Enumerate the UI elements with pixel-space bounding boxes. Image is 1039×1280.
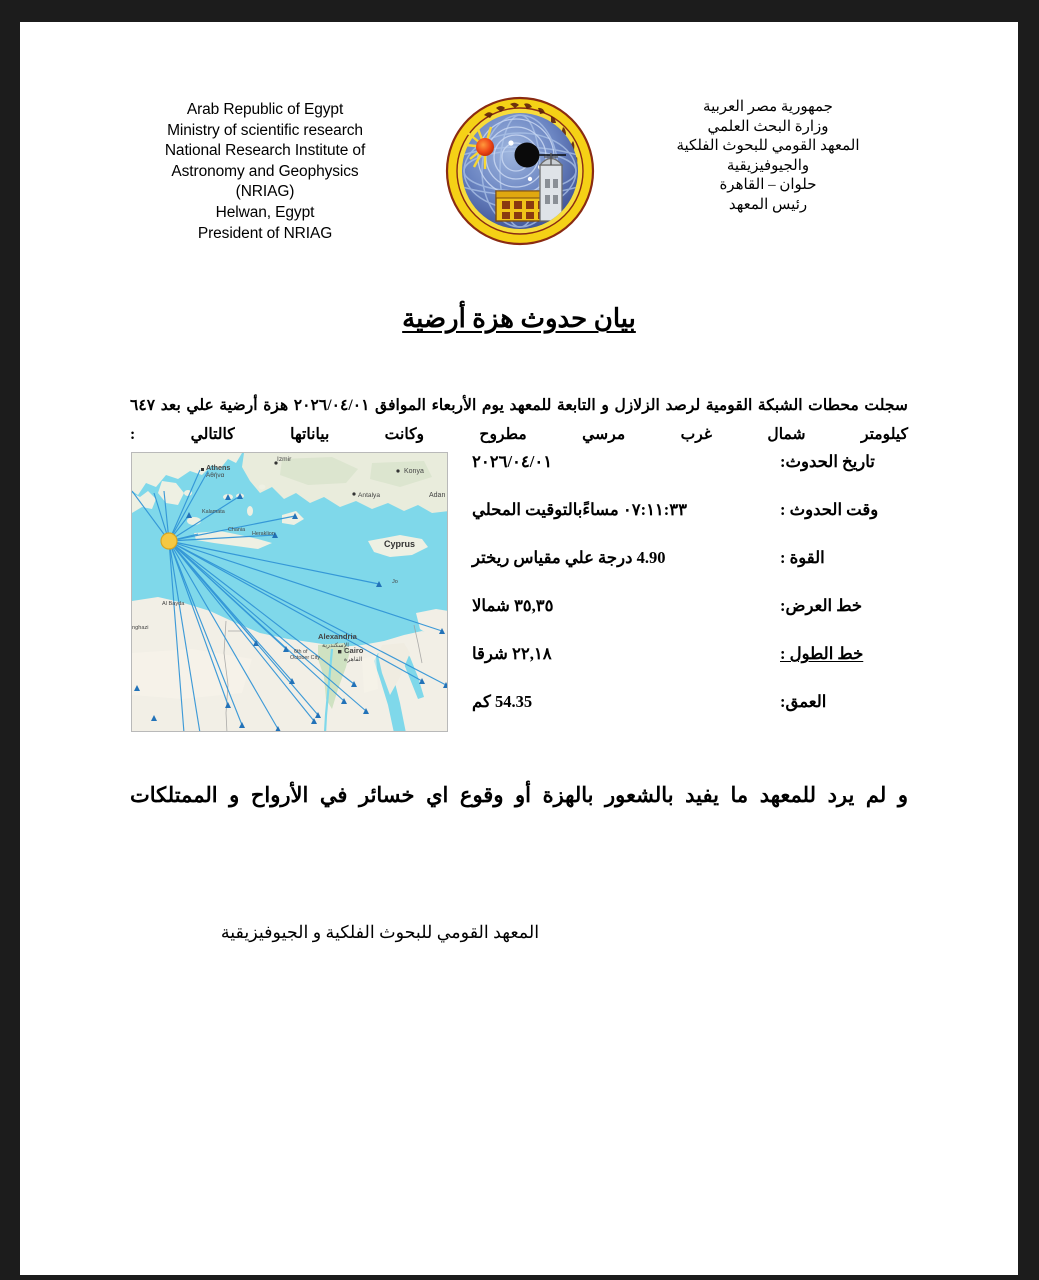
header-english-line: President of NRIAG xyxy=(197,224,333,242)
page-title xyxy=(20,304,1018,334)
svg-text:Konya: Konya xyxy=(404,468,424,475)
earthquake-details-table xyxy=(450,452,908,740)
header-english-line: Helwan, Egypt xyxy=(215,203,315,221)
depth-value: 54.35 كم xyxy=(472,692,533,711)
page-title-text: بيان حدوث هزة أرضية xyxy=(402,304,636,333)
intro-paragraph: سجلت محطات الشبكة القومية لرصد الزلازل و التابعة للمعهد يوم الأربعاء الموافق ٢٠٢٦/٠٤/٠١ هزة أرضية علي بعد ٦٤٧ كيلومتر شمال غرب مرسي مطروح وكانت بياناتها كالتالي : xyxy=(130,397,908,443)
header-arabic-line: المعهد القومي للبحوث الفلكية xyxy=(676,138,860,155)
header-arabic-line: وزارة البحث العلمي xyxy=(707,118,829,135)
svg-text:القاهرة: القاهرة xyxy=(344,656,363,663)
latitude-value: ٣٥,٣٥ شمالا xyxy=(472,596,554,615)
svg-text:Αθήνα: Αθήνα xyxy=(206,472,225,479)
svg-text:Chania: Chania xyxy=(228,527,246,533)
svg-text:Jo: Jo xyxy=(392,579,398,585)
svg-text:Izmir: Izmir xyxy=(277,456,292,463)
latitude-label: خط العرض: xyxy=(780,596,863,615)
svg-text:Heraklion: Heraklion xyxy=(252,531,275,537)
longitude-label: خط الطول : xyxy=(780,644,864,663)
header-english-line: Ministry of scientific research xyxy=(167,121,363,139)
depth-label: العمق: xyxy=(780,692,827,711)
header-english-line: (NRIAG) xyxy=(235,183,295,201)
header-arabic-line: رئيس المعهد xyxy=(728,196,808,213)
svg-text:Cyprus: Cyprus xyxy=(384,539,416,549)
magnitude-value: 4.90 درجة علي مقياس ريختر xyxy=(472,548,666,567)
header-english-block xyxy=(135,100,395,244)
svg-text:Antalya: Antalya xyxy=(358,492,380,499)
svg-text:Alexandria: Alexandria xyxy=(318,632,357,641)
svg-text:Athens: Athens xyxy=(206,463,231,472)
header-arabic-block xyxy=(618,98,918,216)
table-row xyxy=(450,596,908,644)
document-header xyxy=(20,22,1018,242)
svg-text:Adan: Adan xyxy=(429,492,446,499)
svg-text:Kalamata: Kalamata xyxy=(202,509,225,515)
svg-text:Al Bayda: Al Bayda xyxy=(162,601,185,607)
table-row xyxy=(450,500,908,548)
header-english-line: Astronomy and Geophysics xyxy=(171,162,359,180)
magnitude-label: القوة : xyxy=(780,548,825,567)
nriag-logo-icon xyxy=(444,95,596,247)
header-arabic-line: جمهورية مصر العربية xyxy=(703,99,833,115)
event-date-label: تاريخ الحدوث: xyxy=(780,452,875,471)
header-english-line: National Research Institute of xyxy=(164,142,366,160)
table-row xyxy=(450,644,908,692)
table-row xyxy=(450,548,908,596)
svg-text:Cairo: Cairo xyxy=(344,646,364,655)
longitude-value: ٢٢,١٨ شرقا xyxy=(472,644,552,663)
svg-text:October City: October City xyxy=(290,655,320,661)
document-page xyxy=(20,22,1018,1275)
svg-text:الإسكندرية: الإسكندرية xyxy=(322,642,349,649)
svg-text:6th of: 6th of xyxy=(294,649,308,655)
event-time-value: ٠٧:١١:٣٣ مساءًبالتوقيت المحلي xyxy=(472,500,688,519)
header-arabic-line: والجيوفيزيقية xyxy=(726,157,810,174)
epicenter-map xyxy=(131,452,448,732)
damage-notice: و لم يرد للمعهد ما يفيد بالشعور بالهزة أو وقوع اي خسائر في الأرواح و الممتلكات xyxy=(130,783,908,807)
header-english-line: Arab Republic of Egypt xyxy=(186,101,344,118)
signature-line: المعهد القومي للبحوث الفلكية و الجيوفيزيقية xyxy=(220,922,540,942)
header-arabic-line: حلوان – القاهرة xyxy=(719,177,817,194)
event-time-label: وقت الحدوث : xyxy=(780,500,879,519)
svg-text:nghazi: nghazi xyxy=(132,625,149,631)
table-row xyxy=(450,452,908,500)
event-date-value: ٢٠٢٦/٠٤/٠١ xyxy=(472,452,553,471)
table-row xyxy=(450,692,908,740)
